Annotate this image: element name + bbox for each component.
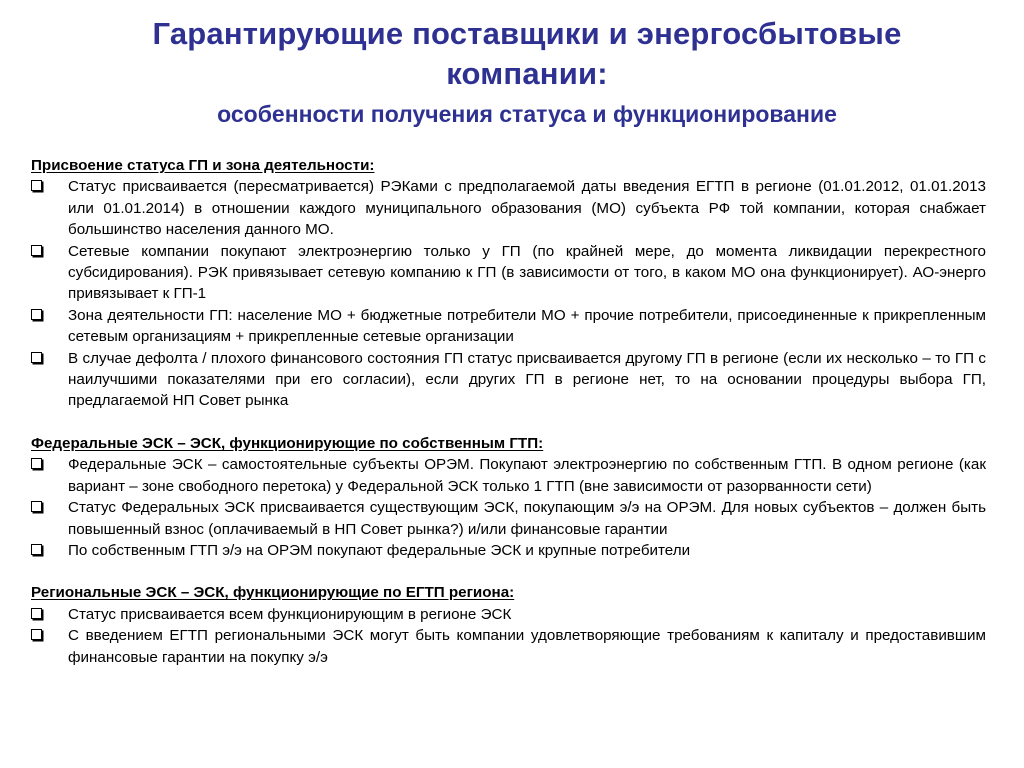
section-3 — [31, 582, 986, 668]
checkbox-square-icon — [31, 245, 42, 256]
checkbox-square-icon — [31, 629, 42, 640]
slide-subtitle: особенности получения статуса и функционирование — [217, 101, 837, 127]
bullet-text: По собственным ГТП э/э на ОРЭМ покупают федеральные ЭСК и крупные потребители — [68, 541, 691, 559]
title-line-2: компании: — [446, 56, 608, 91]
bullet-item — [31, 305, 986, 348]
section-heading: Присвоение статуса ГП и зона деятельности: — [31, 157, 375, 174]
bullet-text: Федеральные ЭСК – самостоятельные субъекты ОРЭМ. Покупают электроэнергию по собственным ГТП. В одном регионе (как вариант – зоне свободного перетока) у Федеральной ЭСК только 1 ГТП (вне зависимости от разорванности сети) — [68, 456, 986, 495]
checkbox-square-icon — [31, 458, 42, 469]
bullet-item — [31, 176, 986, 240]
bullet-text: В случае дефолта / плохого финансового состояния ГП статус присваивается другому ГП в регионе (если их несколько – то ГП с наилучшими показателями при его согласии), если других ГП в регионе нет, то на основании процедуры выбора ГП, предлагаемой НП Совет рынка — [68, 349, 986, 410]
checkbox-square-icon — [31, 544, 42, 555]
bullet-item — [31, 497, 986, 540]
section-heading: Региональные ЭСК – ЭСК, функционирующие по ЕГТП региона: — [31, 584, 515, 602]
title-line-1: Гарантирующие поставщики и энергосбытовые — [152, 16, 902, 51]
checkbox-square-icon — [31, 608, 42, 619]
bullet-item — [31, 348, 986, 412]
bullet-item — [31, 604, 986, 625]
bullet-text: Статус присваивается (пересматривается) РЭКами с предполагаемой даты введения ЕГТП в регионе (01.01.2012, 01.01.2013 или 01.01.2014) в отношении каждого муниципального образования (МО) субъекта РФ той компании, которая снабжает большинство населения данного МО. — [68, 178, 986, 239]
checkbox-square-icon — [31, 309, 42, 320]
bullet-text: С введением ЕГТП региональными ЭСК могут быть компании удовлетворяющие требованиям к капиталу и предоставившим финансовые гарантии на покупку э/э — [68, 627, 986, 666]
bullet-item — [31, 241, 986, 305]
slide-content — [31, 155, 986, 689]
section-2 — [31, 433, 986, 561]
checkbox-square-icon — [31, 501, 42, 512]
section-heading: Федеральные ЭСК – ЭСК, функционирующие по собственным ГТП: — [31, 434, 544, 452]
bullet-text: Статус Федеральных ЭСК присваивается существующим ЭСК, покупающим э/э на ОРЭМ. Для новых субъектов – должен быть повышенный взнос (оплачиваемый в НП Совет рынка?) и/или финансовые гарантии — [68, 499, 986, 538]
bullet-text: Зона деятельности ГП: население МО + бюджетные потребители МО + прочие потребители, присоединенные к прикрепленным сетевым организациям + прикрепленные сетевые организации — [68, 306, 986, 346]
bullet-item — [31, 625, 986, 668]
section-1 — [31, 155, 986, 412]
slide-title — [0, 14, 1024, 128]
bullet-text: Сетевые компании покупают электроэнергию только у ГП (по крайней мере, до момента ликвидации перекрестного субсидирования). РЭК привязывает сетевую компанию к ГП (в зависимости от того, в каком МО она функционирует). АО-энерго привязывает к ГП-1 — [68, 242, 986, 303]
bullet-item — [31, 454, 986, 497]
checkbox-square-icon — [31, 180, 42, 191]
checkbox-square-icon — [31, 352, 42, 363]
bullet-item — [31, 540, 986, 561]
bullet-text: Статус присваивается всем функционирующим в регионе ЭСК — [68, 605, 512, 623]
